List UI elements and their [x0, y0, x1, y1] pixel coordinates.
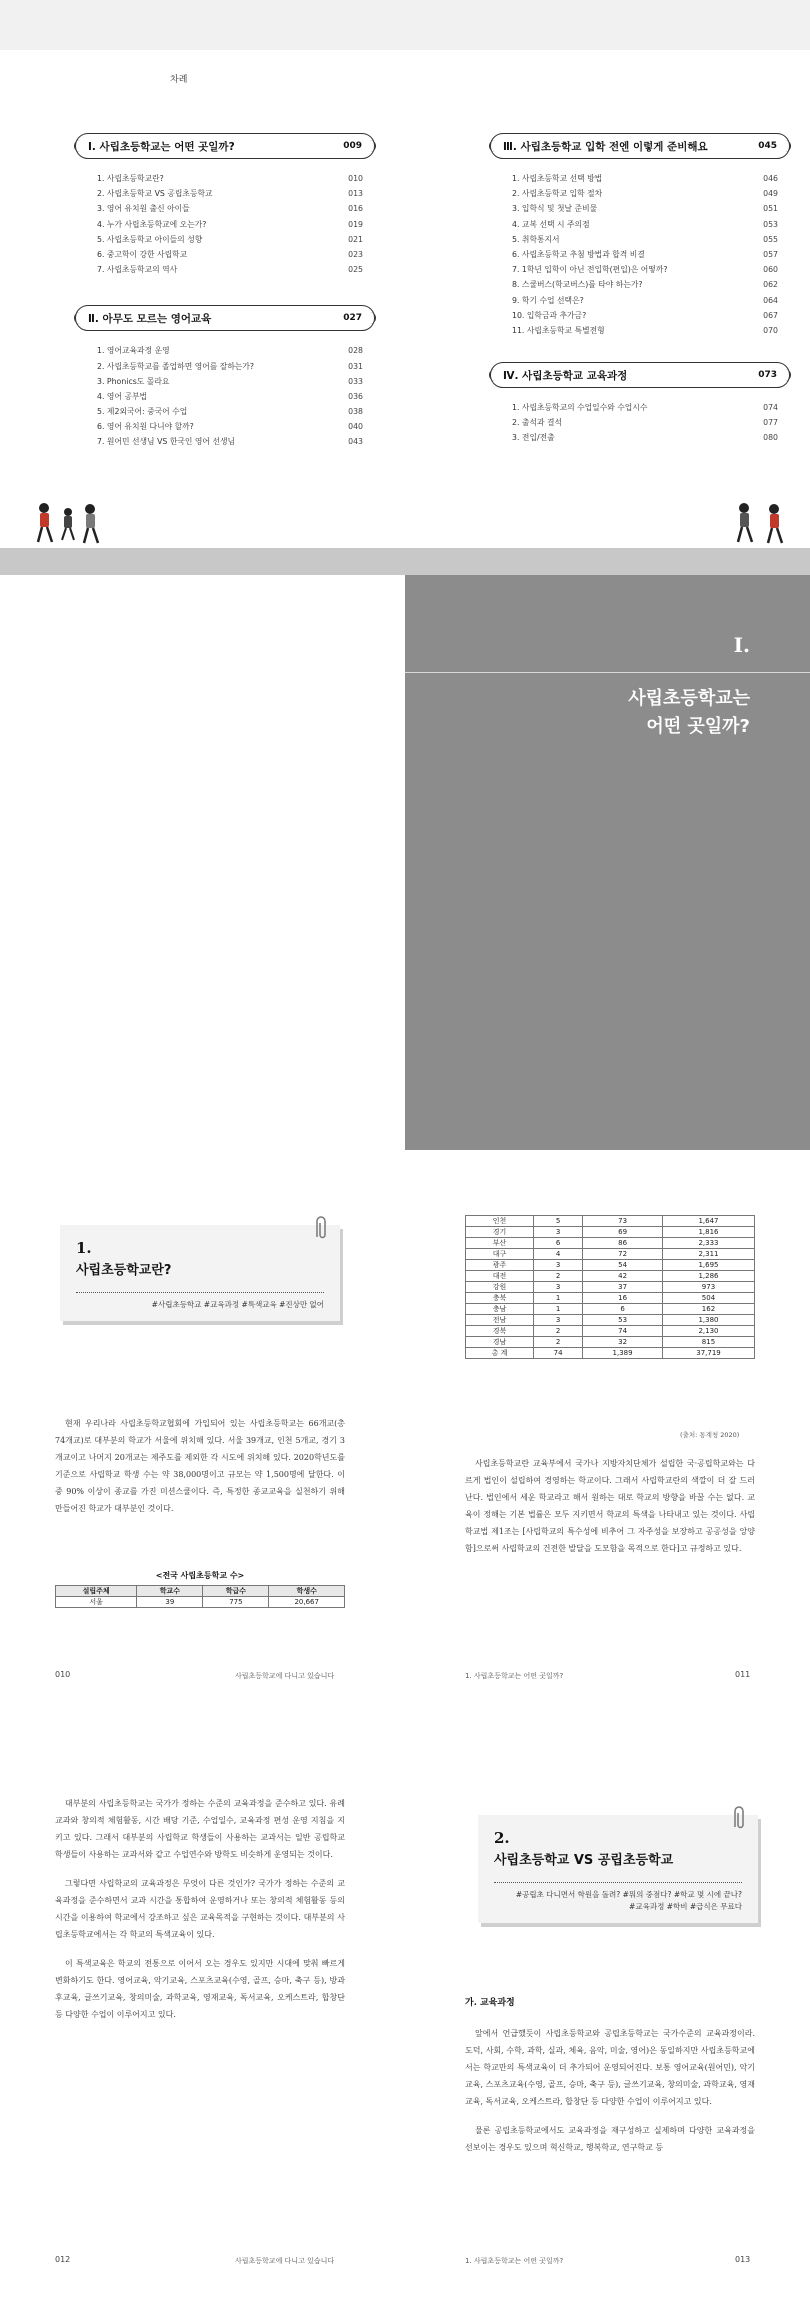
running-head-010: 사립초등학교에 다니고 있습니다	[235, 1672, 335, 1680]
table-cell: 42	[583, 1271, 663, 1282]
table-row	[466, 1271, 755, 1282]
toc-item[interactable]: 7. 사립초등학교의 역사 025	[97, 265, 363, 275]
table-row	[466, 1348, 755, 1359]
table-cell: 74	[583, 1326, 663, 1337]
table-cell: 86	[583, 1238, 663, 1249]
table-cell: 서울	[56, 1597, 137, 1608]
card-hashtags-line-1: #공립초 다니면서 학원을 돌려? #뭐의 중점다? #학교 몇 시에 끝나?	[515, 1890, 742, 1899]
body-text-012	[55, 1795, 345, 2035]
table-cell: 5	[533, 1216, 582, 1227]
table-row	[466, 1326, 755, 1337]
toc-floor-band	[0, 548, 810, 575]
toc-item[interactable]: 5. 제2외국어: 중국어 수업 038	[97, 407, 363, 417]
toc-section-4	[490, 362, 790, 446]
table-cell: 2,311	[662, 1249, 754, 1260]
card-divider	[76, 1292, 324, 1293]
table-cell: 3	[533, 1282, 582, 1293]
toc-column-right	[490, 133, 790, 446]
table-cell: 1,816	[662, 1227, 754, 1238]
table-cell: 2,333	[662, 1238, 754, 1249]
card-title: 사립초등학교 VS 공립초등학교	[494, 1853, 674, 1868]
toc-item[interactable]: 10. 입학금과 추가금? 067	[512, 310, 778, 320]
toc-section-page: 045	[758, 141, 777, 151]
running-head-012: 사립초등학교에 다니고 있습니다	[235, 2257, 335, 2265]
paragraph: 물론 공립초등학교에서도 교육과정을 재구성하고 실제하며 다양한 교육과정을 선보이는 경우도 있으며 혁신학교, 행복학교, 연구학교 등	[465, 2126, 755, 2152]
table-cell: 37	[583, 1282, 663, 1293]
toc-section-2	[75, 305, 375, 449]
table-cell: 경북	[466, 1326, 534, 1337]
table-row	[466, 1315, 755, 1326]
toc-item[interactable]: 4. 누가 사립초등학교에 오는가? 019	[97, 219, 363, 229]
table-cell: 32	[583, 1337, 663, 1348]
toc-item[interactable]: 4. 교복 선택 시 주의점 053	[512, 219, 778, 229]
table-cell: 6	[533, 1238, 582, 1249]
toc-items-3	[490, 171, 790, 338]
table-cell: 대구	[466, 1249, 534, 1260]
table-cell: 20,667	[269, 1597, 345, 1608]
paragraph: 그렇다면 사립학교의 교육과정은 무엇이 다른 것인가? 국가가 정하는 수준의 교육과정을 준수하면서 교과 시간을 통합하여 운영하거나 또는 창의적 체험활동 등의 시간을 이용하여 학교에서 강조하고 싶은 교육목적을 구현하는 것이다. 대부분의 사립초등학교에서는 각 학교의 특색교육이 있다.	[55, 1879, 345, 1939]
toc-item[interactable]: 2. 출석과 결석 077	[512, 418, 778, 428]
toc-item[interactable]: 3. 영어 유치원 출신 아이들 016	[97, 204, 363, 214]
toc-item[interactable]: 5. 취학통지서 055	[512, 234, 778, 244]
table-cell: 대전	[466, 1271, 534, 1282]
table-cell: 경남	[466, 1337, 534, 1348]
toc-item[interactable]: 5. 사립초등학교 아이들의 성향 021	[97, 234, 363, 244]
paragraph: 앞에서 언급했듯이 사립초등학교와 공립초등학교는 국가수준의 교육과정이라. 도덕, 사회, 수학, 과학, 실과, 체육, 음악, 미술, 영어)은 동일하지만 사립초등학교에서는 학교만의 특색교육이 더 추가되어 운영되어진다. 보통 영어교육(원어민), 악기교육, 스포츠교육(수영, 골프, 승마, 축구 등), 글쓰기교육, 창의미술, 과학교육, 영재교육, 독서교육, 오케스트라, 합창단 등 다양한 수업이 이루어지고 있다.	[465, 2029, 755, 2106]
table-row	[466, 1260, 755, 1271]
school-count-table-continued	[465, 1215, 755, 1359]
table-cell: 72	[583, 1249, 663, 1260]
table-cell: 부산	[466, 1238, 534, 1249]
paperclip-icon	[730, 1805, 748, 1835]
card-divider	[494, 1882, 742, 1883]
table-cell: 1,389	[583, 1348, 663, 1359]
table-cell: 6	[583, 1304, 663, 1315]
toc-item[interactable]: 11. 사립초등학교 특별전형 070	[512, 325, 778, 335]
toc-section-page: 073	[758, 370, 777, 381]
table-cell: 74	[533, 1348, 582, 1359]
table-cell: 16	[583, 1293, 663, 1304]
table-cell: 3	[533, 1227, 582, 1238]
table-cell: 경기	[466, 1227, 534, 1238]
toc-section-title: Ⅱ. 아무도 모르는 영어교육	[88, 312, 212, 325]
toc-section-title: Ⅳ. 사립초등학교 교육과정	[503, 369, 628, 382]
chapter-panel	[405, 575, 810, 1150]
table-header-cell: 학급수	[203, 1586, 269, 1597]
toc-item[interactable]: 2. 사립초등학교 입학 절차 049	[512, 189, 778, 199]
card-title: 사립초등학교란?	[76, 1263, 172, 1278]
body-text-013	[465, 2025, 755, 2168]
table-cell: 1	[533, 1304, 582, 1315]
toc-item[interactable]: 6. 영어 유치원 다니야 할까? 040	[97, 422, 363, 432]
toc-item[interactable]: 1. 사립초등학교란? 010	[97, 174, 363, 183]
table-header-cell: 학교수	[137, 1586, 203, 1597]
table-row	[466, 1216, 755, 1227]
table-cell: 1,286	[662, 1271, 754, 1282]
table-cell: 504	[662, 1293, 754, 1304]
table-header-cell: 설립주체	[56, 1586, 137, 1597]
chapter-title	[628, 685, 750, 741]
toc-item[interactable]: 3. Phonics도 몰라요 033	[97, 376, 363, 386]
chapter-number: Ⅰ.	[733, 633, 750, 657]
section-card-1	[60, 1225, 340, 1321]
table-header-cell: 학생수	[269, 1586, 345, 1597]
toc-item[interactable]: 1. 사립초등학교 선택 방법 046	[512, 174, 778, 183]
table-row	[466, 1238, 755, 1249]
paragraph: 현재 우리나라 사립초등학교협회에 가입되어 있는 사립초등학교는 66개교(총 74개교)로 대부분의 학교가 서울에 위치해 있다. 서울 39개교, 인천 5개교, 경기 3개교이고 나머지 20개교는 제주도를 제외한 각 시도에 위치해 있다. 2020학년도를 기준으로 사립학교 학생 수는 약 38,000명이고 규모는 약 1,500명에 달한다. 이 중 90% 이상이 종교를 가진 미션스쿨이다. 즉, 특정한 종교교육을 실천하기 위해 만들어진 학교가 대부분인 것이다.	[55, 1419, 345, 1513]
card-number: 2.	[494, 1829, 510, 1847]
table-row	[466, 1227, 755, 1238]
table-row	[56, 1597, 345, 1608]
walking-children-illustration-left	[30, 500, 110, 550]
table-cell: 39	[137, 1597, 203, 1608]
table-cell: 인천	[466, 1216, 534, 1227]
toc-header-band	[0, 0, 810, 50]
body-text-010	[55, 1415, 345, 1529]
table-row	[466, 1304, 755, 1315]
table-cell: 2	[533, 1337, 582, 1348]
chapter-title-line-2: 어떤 곳일까?	[646, 716, 750, 737]
table-cell: 2	[533, 1326, 582, 1337]
table-cell: 973	[662, 1282, 754, 1293]
table-cell: 53	[583, 1315, 663, 1326]
table-cell: 1,647	[662, 1216, 754, 1227]
toc-items-1	[75, 171, 375, 277]
running-head-011: 1. 사립초등학교는 어떤 곳일까?	[465, 1672, 564, 1680]
page-spread-012-013	[0, 1725, 810, 2300]
table-cell: 1	[533, 1293, 582, 1304]
table-cell: 총 계	[466, 1348, 534, 1359]
table-cell: 광주	[466, 1260, 534, 1271]
table-cell: 충북	[466, 1293, 534, 1304]
chapter-opener-spread	[0, 575, 810, 1165]
page-number-012: 012	[55, 2255, 71, 2264]
toc-item[interactable]: 7. 원어민 선생님 VS 한국인 영어 선생님 043	[97, 437, 363, 447]
toc-section-title: Ⅰ. 사립초등학교는 어떤 곳일까?	[88, 140, 235, 153]
toc-banner-2[interactable]	[75, 305, 375, 331]
toc-item[interactable]: 1. 영어교육과정 운영 028	[97, 346, 363, 356]
toc-banner-3[interactable]	[490, 133, 790, 159]
table-row	[466, 1337, 755, 1348]
table-cell: 4	[533, 1249, 582, 1260]
toc-label: 차례	[170, 75, 188, 85]
table-cell: 54	[583, 1260, 663, 1271]
body-text-011	[465, 1455, 755, 1569]
page-number-010: 010	[55, 1670, 71, 1679]
toc-items-4	[490, 400, 790, 446]
table-caption: <전국 사립초등학교 수>	[155, 1571, 245, 1580]
table-cell: 3	[533, 1315, 582, 1326]
toc-item[interactable]: 6. 중고학이 강한 사립학교 023	[97, 249, 363, 259]
paragraph: 대부분의 사립초등학교는 국가가 정하는 수준의 교육과정을 준수하고 있다. 유례교과와 창의적 체험활동, 시간 배당 기준, 수업일수, 교육과정 편성 운영 지침을 지키고 있다. 그래서 대부분의 사립학교 학생들이 사용하는 교과서는 일반 공립학교 학생들이 사용하는 교과서와 같고 수업연수와 방학도 비슷하게 운영되는 것이다.	[55, 1799, 345, 1859]
toc-banner-4[interactable]	[490, 362, 790, 388]
table-header-row	[56, 1586, 345, 1597]
table-cell: 전남	[466, 1315, 534, 1326]
toc-section-3	[490, 133, 790, 338]
chapter-divider	[405, 672, 810, 673]
toc-item[interactable]: 9. 학기 수업 선택은? 064	[512, 295, 778, 305]
toc-section-page: 027	[343, 313, 362, 324]
page-number-011: 011	[735, 1670, 751, 1679]
table-cell: 775	[203, 1597, 269, 1608]
running-head-013: 1. 사립초등학교는 어떤 곳일까?	[465, 2257, 564, 2265]
table-cell: 162	[662, 1304, 754, 1315]
table-cell: 3	[533, 1260, 582, 1271]
school-count-table	[55, 1585, 345, 1608]
table-row	[466, 1249, 755, 1260]
toc-item[interactable]: 3. 입학식 및 첫날 준비물 051	[512, 204, 778, 214]
table-cell: 37,719	[662, 1348, 754, 1359]
toc-item[interactable]: 3. 전입/전출 080	[512, 433, 778, 443]
toc-spread	[0, 0, 810, 575]
card-hashtags-line-2: #교육과정 #학비 #급식은 무료다	[629, 1902, 742, 1911]
table-cell: 815	[662, 1337, 754, 1348]
toc-item[interactable]: 6. 사립초등학교 추첨 방법과 합격 비결 057	[512, 249, 778, 259]
table-row	[466, 1293, 755, 1304]
table-source-note: (출처: 통계청 2020)	[680, 1431, 740, 1439]
section-card-2	[478, 1815, 758, 1923]
toc-item[interactable]: 2. 사립초등학교를 졸업하면 영어를 잘하는가? 031	[97, 361, 363, 371]
table-cell: 2	[533, 1271, 582, 1282]
table-cell: 1,695	[662, 1260, 754, 1271]
card-number: 1.	[76, 1239, 92, 1257]
toc-section-page: 009	[343, 141, 362, 151]
toc-section-1	[75, 133, 375, 277]
toc-item[interactable]: 8. 스쿨버스(학교버스)를 타야 하는가? 062	[512, 280, 778, 290]
toc-section-title: Ⅲ. 사립초등학교 입학 전엔 이렇게 준비해요	[503, 140, 708, 153]
table-cell: 73	[583, 1216, 663, 1227]
subheading: 가. 교육과정	[465, 1998, 515, 2008]
toc-items-2	[75, 343, 375, 449]
table-cell: 1,380	[662, 1315, 754, 1326]
toc-item[interactable]: 1. 사립초등학교의 수업일수와 수업시수 074	[512, 403, 778, 413]
chapter-title-line-1: 사립초등학교는	[628, 688, 750, 709]
card-hashtags: #사립초등학교 #교육과정 #특색교육 #진상만 없어	[151, 1300, 324, 1309]
walking-children-illustration-right	[730, 500, 800, 550]
table-cell: 충남	[466, 1304, 534, 1315]
table-row	[466, 1282, 755, 1293]
paperclip-icon	[312, 1215, 330, 1245]
table-cell: 2,130	[662, 1326, 754, 1337]
page-number-013: 013	[735, 2255, 751, 2264]
toc-column-left	[75, 133, 375, 450]
table-cell: 69	[583, 1227, 663, 1238]
table-cell: 강원	[466, 1282, 534, 1293]
toc-item[interactable]: 4. 영어 공부법 036	[97, 391, 363, 401]
toc-item[interactable]: 7. 1학년 입학이 아닌 전입학(편입)은 어떻까? 060	[512, 265, 778, 275]
paragraph: 이 특색교육은 학교의 전통으로 이어서 오는 경우도 있지만 시대에 맞춰 빠르게 변화하기도 한다. 영어교육, 악기교육, 스포츠교육(수영, 골프, 승마, 축구 등), 방과후교육, 글쓰기교육, 창의미술, 과학교육, 영재교육, 독서교육, 오케스트라, 합창단 등 다양한 수업이 이루어지고 있다.	[55, 1959, 345, 2019]
paragraph: 사립초등학교란 교육부에서 국가나 지방자치단체가 설립한 국·공립학교와는 다르게 법인이 설립하여 경영하는 학교이다. 그래서 사립학교란의 색깔이 더 잘 드러난다. 법인에서 세운 학교라고 해서 원하는 대로 학교의 방향을 바꿀 수는 없다. 교육이 정해는 기본 법률은 모두 지키면서 학교의 특색을 나타내고 있는 것이다. 사립학교법 제1조는 [사립학교의 특수성에 비추어 그 자주성을 보장하고 공공성을 앙양함]으로써 사립학교의 건전한 발달을 도모함을 목적으로 한다]고 규정하고 있다.	[465, 1459, 755, 1553]
page-spread-010-011	[0, 1165, 810, 1725]
toc-banner-1[interactable]	[75, 133, 375, 159]
toc-item[interactable]: 2. 사립초등학교 VS 공립초등학교 013	[97, 189, 363, 199]
